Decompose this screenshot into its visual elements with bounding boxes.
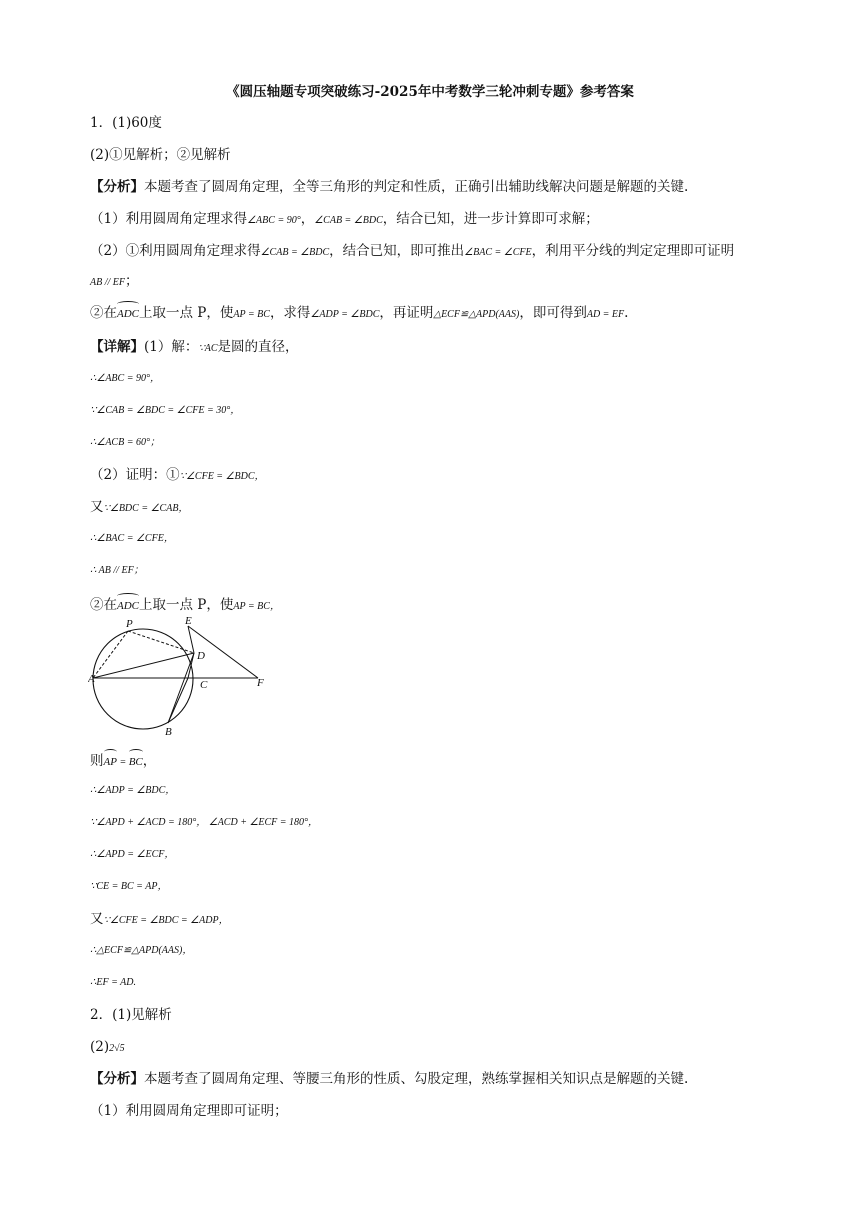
text: ，结合已知，进一步计算即可求解； [382, 211, 599, 227]
q2-analysis-point-1: （1）利用圆周角定理即可证明； [90, 1103, 288, 1119]
q1-detail-2: ∴∠ABC = 90°， [90, 373, 160, 384]
text: ，再证明 [379, 305, 434, 321]
q1-detail-17: ∴EF = AD. [90, 977, 136, 988]
math: ∵∠CFE = ∠BDC， [179, 471, 265, 482]
math: 2√5 [109, 1043, 125, 1054]
text: ，求得 [269, 305, 311, 321]
arc-symbol: BC [129, 750, 143, 771]
q1-detail-7: ∴∠BAC = ∠CFE， [90, 533, 174, 544]
math: ∠ABC = 90° [247, 215, 301, 226]
q1-analysis-point-2-cont [90, 272, 139, 292]
math: ∠ADP = ∠BDC [310, 309, 380, 320]
q1-answer-1: 1．(1)60度 [90, 115, 162, 131]
math: ∠CAB = ∠BDC [314, 215, 383, 226]
q1-detail-5 [90, 466, 265, 486]
text: （1）利用圆周角定理求得 [90, 211, 248, 227]
q2-answer-2 [90, 1038, 125, 1058]
math: AB // EF [90, 277, 125, 288]
text: ，利用平分线的判定定理即可证明 [531, 243, 735, 259]
text: 上取一点 P，使 [139, 597, 234, 613]
q1-detail-8: ∴ AB // EF； [90, 565, 144, 576]
q1-detail-4: ∴∠ACB = 60°； [90, 437, 160, 448]
math: ∠BAC = ∠CFE [464, 247, 532, 258]
q2-analysis [90, 1070, 688, 1088]
analysis-tag: 【分析】 [90, 179, 144, 195]
text: ， [300, 211, 315, 227]
page-title: 《圆压轴题专项突破练习-2025年中考数学三轮冲刺专题》参考答案 [226, 84, 634, 100]
q1-analysis-point-3 [90, 302, 628, 324]
q1-detail-3: ∵∠CAB = ∠BDC = ∠CFE = 30°， [90, 405, 241, 416]
text: ，结合已知，即可推出 [329, 243, 465, 259]
math: ∵AC [198, 343, 218, 354]
label-A: A [88, 673, 95, 685]
circle [93, 629, 193, 729]
label-D: D [197, 650, 205, 662]
label-F: F [257, 677, 264, 689]
text: (2) [90, 1039, 110, 1055]
label-B: B [165, 726, 172, 738]
math: ∵∠BDC = ∠CAB， [103, 503, 189, 514]
text: （2）证明：① [90, 467, 180, 483]
arc-symbol: ADC [117, 302, 139, 323]
q1-detail-6 [90, 498, 188, 518]
math: ∵∠CFE = ∠BDC = ∠ADP， [103, 915, 229, 926]
q1-answer-2: (2)①见解析；②见解析 [90, 147, 231, 163]
text: 是圆的直径， [217, 339, 299, 355]
text: ②在 [90, 597, 117, 613]
arc-symbol: AP [104, 750, 117, 771]
text: （2）①利用圆周角定理求得 [90, 243, 261, 259]
q1-detail-13: ∴∠APD = ∠ECF， [90, 849, 175, 860]
math: = [116, 757, 129, 768]
q1-detail-14: ∵CE = BC = AP， [90, 881, 168, 892]
text: ， [142, 753, 157, 769]
q1-detail-11: ∴∠ADP = ∠BDC， [90, 785, 176, 796]
analysis-tag: 【分析】 [90, 1071, 144, 1087]
q1-analysis-point-2 [90, 242, 734, 262]
math: ∠CAB = ∠BDC [260, 247, 330, 258]
text: ； [125, 273, 139, 289]
text: 又 [90, 911, 104, 927]
line-CB [168, 678, 188, 723]
q1-detail-16: ∴△ECF≌△APD(AAS)， [90, 945, 193, 956]
math: AD = EF [586, 309, 625, 320]
line-AD [93, 653, 194, 678]
text: ②在 [90, 305, 117, 321]
q1-detail-9 [90, 594, 280, 616]
detail-tag: 【详解】 [90, 339, 144, 355]
q1-analysis-point-1 [90, 210, 599, 230]
text: 又 [90, 499, 104, 515]
label-C: C [200, 679, 208, 691]
analysis-text: 本题考查了圆周角定理，全等三角形的判定和性质，正确引出辅助线解决问题是解题的关键. [144, 179, 689, 195]
q1-analysis [90, 178, 688, 196]
arc-symbol: ADC [117, 594, 139, 615]
math: AP = BC [233, 309, 270, 320]
text: 上取一点 P，使 [139, 305, 234, 321]
label-E: E [185, 616, 192, 627]
label-P: P [126, 618, 133, 630]
q2-answer-1: 2．(1)见解析 [90, 1007, 172, 1023]
line-DB [168, 653, 194, 723]
q1-detail-1 [90, 338, 299, 358]
math: AP = BC， [233, 601, 280, 612]
math: △ECF≌△APD(AAS) [433, 309, 520, 320]
analysis-text: 本题考查了圆周角定理、等腰三角形的性质、勾股定理，熟练掌握相关知识点是解题的关键. [144, 1071, 689, 1087]
text: (1）解： [144, 339, 199, 355]
q1-detail-12: ∵∠APD + ∠ACD = 180°， ∠ACD + ∠ECF = 180°， [90, 817, 319, 828]
text: ，即可得到 [519, 305, 587, 321]
geometry-figure [88, 616, 278, 740]
q1-detail-10 [90, 750, 156, 772]
text: . [624, 305, 629, 321]
text: 则 [90, 753, 104, 769]
q1-detail-15 [90, 910, 229, 930]
